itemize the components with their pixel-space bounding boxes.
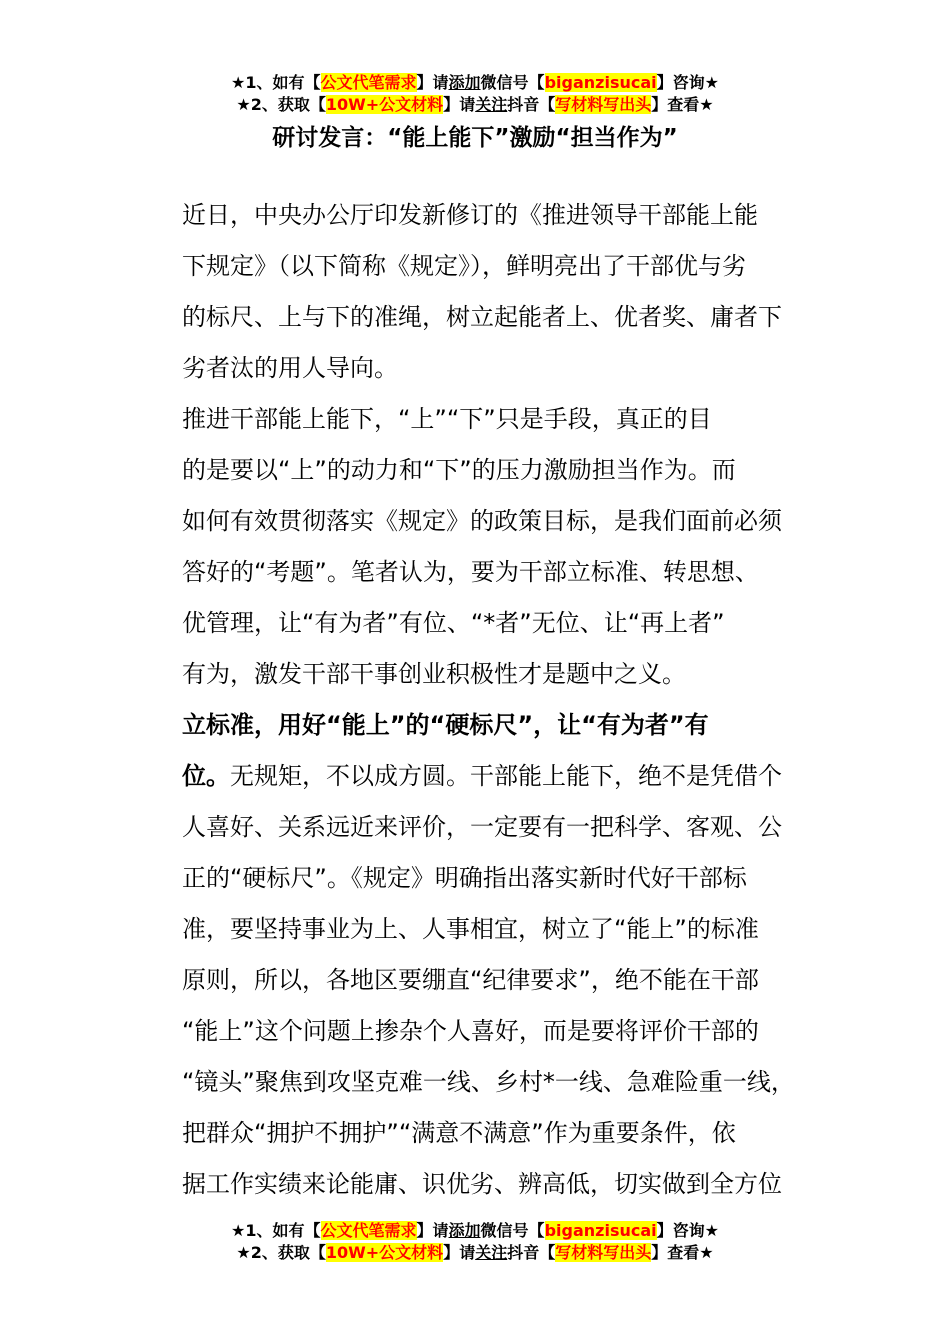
douyin-id: 写材料写出头 [555,1243,652,1262]
promo-line-1: ★1、如有【公文代笔需求】请添加微信号【biganzisucai】咨询★ [231,73,719,92]
promo-line-1: ★1、如有【公文代笔需求】请添加微信号【biganzisucai】咨询★ [231,1221,719,1240]
promo-line-2: ★2、获取【10W+公文材料】请关注抖音【写材料写出头】查看★ [236,95,714,114]
promo-header [0,72,950,116]
promo-highlight: 公文代笔需求 [320,73,417,92]
paragraph-3: 立标准，用好“能上”的“硬标尺”，让“有为者”有 位。无规矩，不以成方圆。干部能上能下，绝不是凭借个 人喜好、关系远近来评价，一定要有一把科学、客观、公 正的“硬标尺”。《规定》明确指出落实新时代好干部标 准，要坚持事业为上、人事相宜，树立了“能上”的标准 原则，所以，各地区要绷直“纪律要求”，绝不能在干部 “能上”这个问题上掺杂个人喜好，而是要将评价干部的 “镜头”聚焦到攻坚克难一线、乡村*一线、急难险重一线， 把群众“拥护不拥护”“满意不满意”作为重要条件，依 据工作实绩来论能庸、识优劣、辨高低，切实做到全方位 [144,700,824,1210]
section-heading-end: 位。 [182,762,230,790]
document-body [144,190,824,1210]
paragraph-2: 推进干部能上能下，“上”“下”只是手段，真正的目 的是要以“上”的动力和“下”的压力激励担当作为。而 如何有效贯彻落实《规定》的政策目标，是我们面前必须 答好的“考题”。笔者认为，要为干部立标准、转思想、 优管理，让“有为者”有位、“*者”无位、让“再上者” 有为，激发干部干事创业积极性才是题中之义。 [182,405,782,688]
promo-footer [0,1220,950,1264]
wechat-id: biganzisucai [544,1221,657,1240]
promo-highlight: 公文代笔需求 [320,1221,417,1240]
section-heading: 立标准，用好“能上”的“硬标尺”，让“有为者”有 [182,711,709,739]
document-title: 研讨发言：“能上能下”激励“担当作为” [272,125,678,151]
promo-highlight: 10W+公文材料 [325,95,444,114]
promo-line-2: ★2、获取【10W+公文材料】请关注抖音【写材料写出头】查看★ [236,1243,714,1262]
douyin-id: 写材料写出头 [555,95,652,114]
paragraph-1: 近日，中央办公厅印发新修订的《推进领导干部能上能 下规定》（以下简称《规定》），鲜明亮出了干部优与劣 的标尺、上与下的准绳，树立起能者上、优者奖、庸者下 劣者汰的用人导向。 [182,201,782,382]
wechat-id: biganzisucai [544,73,657,92]
promo-highlight: 10W+公文材料 [325,1243,444,1262]
